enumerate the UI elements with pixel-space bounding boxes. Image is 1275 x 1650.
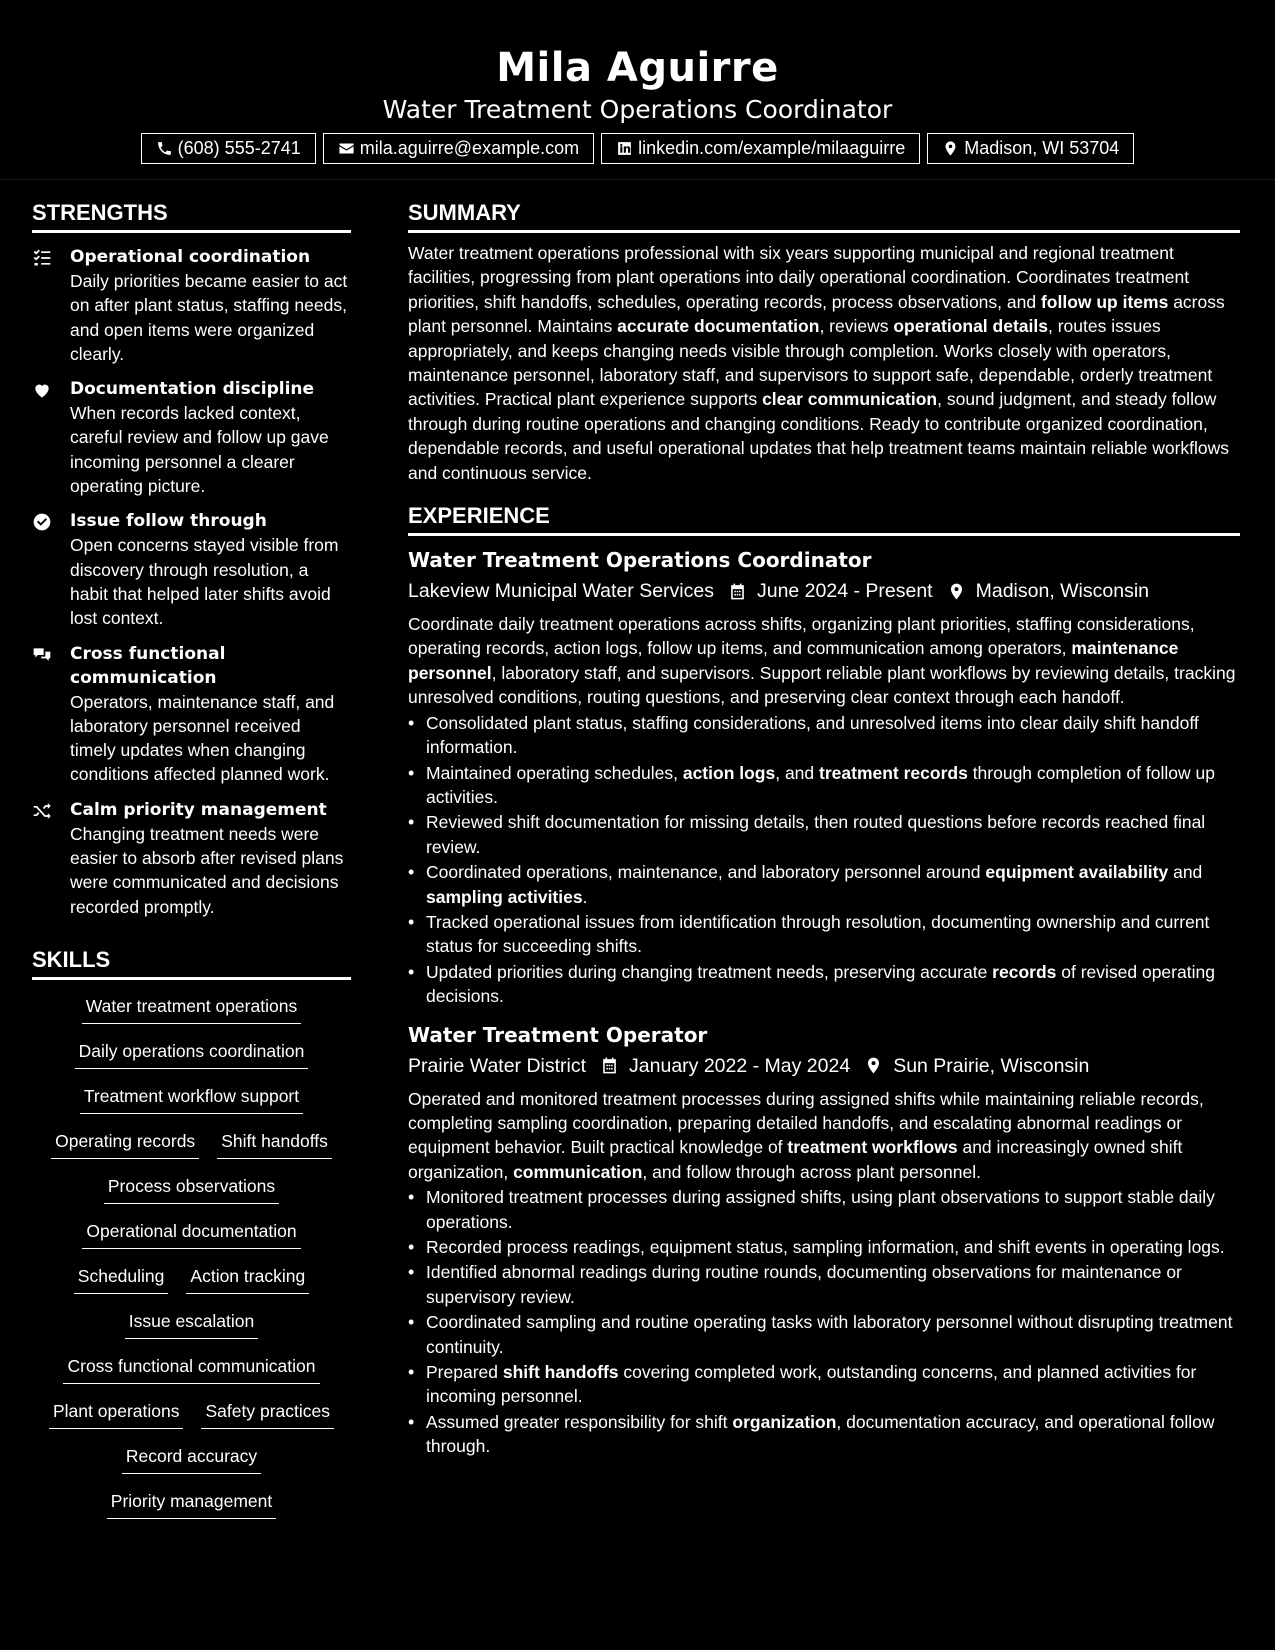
skill-tag: Operational documentation <box>82 1219 300 1249</box>
strength-item <box>32 377 351 498</box>
bold-phrase: follow up items <box>1040 291 1169 312</box>
job-dates: January 2022 - May 2024 <box>629 1054 851 1077</box>
strength-desc: Daily priorities became easier to act on after plant status, staffing needs, and open items were organized clearly. <box>70 271 348 364</box>
text-segment: Water treatment operations professional with six years supporting municipal and regional treatment facilities, progressing from plant operations into daily operational coordination. Coordinates treatment priorities, shift handoffs, schedules, operating records, process observations, and <box>408 243 1190 312</box>
text-segment: Consolidated plant status, staffing considerations, and unresolved items into clear daily shift handoff information. <box>426 712 1199 758</box>
job-bullet <box>408 1410 1240 1459</box>
skill-row <box>125 1309 259 1354</box>
text-segment: , sound judgment, and steady follow through during routine operations and changing conditions. Ready to contribute organized coordination, dependable records, and useful operational updates that help treatment teams maintain reliable workflows and continuous service. <box>408 389 1230 483</box>
text-segment: across plant personnel. Maintains <box>408 291 1225 337</box>
bold-phrase: operational details <box>893 316 1048 337</box>
strength-desc: When records lacked context, careful review and follow up gave incoming personnel a clearer operating picture. <box>70 403 329 497</box>
resume-header <box>0 0 1275 180</box>
job-meta <box>408 1051 1240 1081</box>
calendar-icon <box>728 582 747 601</box>
text-segment: and <box>1168 862 1203 883</box>
text-segment: Updated priorities during changing treatment needs, preserving accurate <box>426 961 993 982</box>
bold-phrase: communication <box>513 1161 643 1182</box>
contact-phone-text: (608) 555-2741 <box>177 138 301 158</box>
skill-row <box>122 1444 261 1489</box>
job-location: Madison, Wisconsin <box>975 580 1150 603</box>
skill-row <box>80 1084 303 1129</box>
skills-section <box>32 945 351 1534</box>
text-segment: Tracked operational issues from identification through resolution, documenting ownership and current status for succeeding shifts. <box>426 911 1210 957</box>
skill-tag: Operating records <box>51 1129 199 1159</box>
candidate-title: Water Treatment Operations Coordinator <box>382 95 893 124</box>
job-bullet <box>408 1235 1240 1259</box>
strength-desc: Changing treatment needs were easier to absorb after revised plans were communicated and decisions recorded promptly. <box>70 823 344 917</box>
job-entry <box>408 1021 1240 1459</box>
skill-tag: Plant operations <box>49 1399 183 1429</box>
bold-phrase: maintenance personnel <box>408 638 1179 683</box>
left-column <box>32 198 351 1534</box>
skill-tag: Treatment workflow support <box>80 1084 303 1114</box>
strength-title: Calm priority management <box>70 799 327 820</box>
contact-phone[interactable] <box>141 133 316 164</box>
text-segment: , laboratory staff, and supervisors. Support reliable plant workflows by reviewing details, tracking unresolved conditions, routing questions, and preserving clear context through each handoff. <box>408 662 1236 708</box>
strength-desc: Open concerns stayed visible from discovery through resolution, a habit that helped later shifts avoid lost context. <box>70 535 339 629</box>
text-segment: Assumed greater responsibility for shift <box>426 1411 733 1432</box>
right-column <box>408 198 1240 1460</box>
text-segment: Identified abnormal readings during routine rounds, documenting observations for maintenance or supervisory review. <box>426 1262 1182 1307</box>
contact-location[interactable] <box>927 133 1134 164</box>
chat-bubbles-icon <box>32 645 52 665</box>
location-pin-icon <box>864 1056 883 1075</box>
strength-title: Cross functional communication <box>70 643 226 688</box>
bold-phrase: equipment availability <box>985 862 1169 883</box>
skill-row <box>104 1174 279 1219</box>
text-segment: Recorded process readings, equipment status, sampling information, and shift events in operating logs. <box>426 1237 1225 1257</box>
check-circle-icon <box>32 512 52 532</box>
skill-tag: Safety practices <box>201 1399 334 1429</box>
strengths-heading: STRENGTHS <box>32 198 351 233</box>
contact-linkedin-text: linkedin.com/example/milaaguirre <box>638 138 906 158</box>
text-segment: , and follow through across plant personnel. <box>642 1161 981 1182</box>
contact-bar <box>0 133 1275 164</box>
text-segment: Reviewed shift documentation for missing details, then routed questions before records reached final review. <box>426 812 1206 857</box>
skills-list <box>32 994 351 1534</box>
job-bullets <box>408 711 1240 1009</box>
text-segment: Maintained operating schedules, <box>426 762 683 783</box>
text-segment: through completion of follow up activities. <box>426 762 1215 807</box>
job-description <box>408 612 1240 710</box>
job-bullet <box>408 1310 1240 1359</box>
calendar-icon <box>600 1056 619 1075</box>
strength-title: Issue follow through <box>70 511 267 532</box>
job-bullet <box>408 1360 1240 1409</box>
heart-icon <box>32 380 52 400</box>
bold-phrase: shift handoffs <box>502 1362 619 1383</box>
envelope-icon <box>338 140 355 157</box>
strength-desc: Operators, maintenance staff, and laboratory personnel received timely updates when changing conditions affected planned work. <box>70 691 335 785</box>
bold-phrase: records <box>992 961 1057 982</box>
job-bullet <box>408 711 1240 760</box>
bold-phrase: treatment workflows <box>787 1137 958 1158</box>
job-location: Sun Prairie, Wisconsin <box>893 1054 1090 1077</box>
skill-row <box>107 1489 276 1534</box>
text-segment: Coordinated operations, maintenance, and laboratory personnel around <box>426 862 986 883</box>
strength-item <box>32 245 351 366</box>
contact-location-text: Madison, WI 53704 <box>964 138 1120 158</box>
strength-item <box>32 798 351 919</box>
strength-item <box>32 642 351 787</box>
job-company: Prairie Water District <box>408 1054 587 1077</box>
text-segment: of revised operating decisions. <box>426 961 1215 1007</box>
experience-section <box>408 501 1240 1459</box>
contact-email[interactable] <box>323 133 594 164</box>
skill-row <box>63 1354 319 1399</box>
text-segment: . <box>582 886 588 907</box>
location-pin-icon <box>942 140 959 157</box>
skill-tag: Action tracking <box>186 1264 309 1294</box>
strength-title: Operational coordination <box>70 247 311 267</box>
bold-phrase: organization <box>732 1411 837 1432</box>
candidate-name: Mila Aguirre <box>496 45 779 91</box>
skill-tag: Process observations <box>104 1174 279 1204</box>
job-dates: June 2024 - Present <box>756 580 933 603</box>
job-bullet <box>408 960 1240 1009</box>
text-segment: and increasingly owned shift organization, <box>408 1137 1183 1182</box>
skill-row <box>49 1399 334 1444</box>
bold-phrase: sampling activities <box>426 886 583 907</box>
job-title: Water Treatment Operations Coordinator <box>408 548 872 573</box>
skill-row <box>82 994 301 1039</box>
job-description <box>408 1087 1240 1185</box>
text-segment: , reviews <box>819 316 894 337</box>
text-segment: Prepared <box>426 1362 503 1383</box>
strengths-list <box>32 245 351 919</box>
skill-row <box>74 1264 309 1309</box>
text-segment: Coordinate daily treatment operations across shifts, organizing plant priorities, staffing considerations, operating records, action logs, follow up items, and communication among operators, <box>408 614 1195 659</box>
shuffle-icon <box>32 801 52 821</box>
strength-title: Documentation discipline <box>70 379 315 400</box>
job-meta <box>408 576 1240 606</box>
skill-tag: Daily operations coordination <box>75 1039 309 1069</box>
text-segment: Coordinated sampling and routine operating tasks with laboratory personnel without disrupting treatment continuity. <box>426 1312 1233 1357</box>
job-bullet <box>408 860 1240 909</box>
skill-row <box>82 1219 300 1264</box>
skill-tag: Scheduling <box>74 1264 169 1294</box>
text-segment: Monitored treatment processes during assigned shifts, using plant observations to support stable daily operations. <box>426 1187 1215 1232</box>
job-bullet <box>408 1260 1240 1309</box>
job-bullet <box>408 1185 1240 1234</box>
job-company: Lakeview Municipal Water Services <box>408 580 714 603</box>
job-bullet <box>408 810 1240 859</box>
job-bullet <box>408 761 1240 810</box>
skill-tag: Record accuracy <box>122 1444 261 1474</box>
phone-icon <box>156 140 173 157</box>
text-segment: covering completed work, outstanding concerns, and planned activities for incoming personnel. <box>426 1362 1197 1407</box>
skill-tag: Cross functional communication <box>63 1354 319 1384</box>
skill-tag: Shift handoffs <box>217 1129 332 1159</box>
text-segment: , documentation accuracy, and operational follow through. <box>426 1411 1215 1457</box>
text-segment: , and <box>775 762 820 783</box>
location-pin-icon <box>947 582 966 601</box>
contact-linkedin[interactable] <box>601 133 920 164</box>
skill-row <box>75 1039 309 1084</box>
job-bullet <box>408 910 1240 959</box>
job-entry <box>408 546 1240 1009</box>
skill-tag: Issue escalation <box>125 1309 259 1339</box>
bold-phrase: treatment records <box>819 762 968 783</box>
skill-tag: Water treatment operations <box>82 994 301 1024</box>
linkedin-icon <box>616 140 633 157</box>
text-segment: , routes issues appropriately, and keeps changing needs visible through completion. Works closely with operators, maintenance personnel, laboratory staff, and supervisors to support safe, dependable, orderly treatment activities. Practical plant experience supports <box>408 316 1213 410</box>
experience-heading: EXPERIENCE <box>408 501 1240 536</box>
summary-heading: SUMMARY <box>408 198 1240 233</box>
bold-phrase: accurate documentation <box>617 316 820 337</box>
summary-text <box>408 241 1240 485</box>
list-check-icon <box>32 248 52 268</box>
job-title: Water Treatment Operator <box>408 1022 708 1047</box>
skill-row <box>51 1129 332 1174</box>
contact-email-text: mila.aguirre@example.com <box>359 138 580 158</box>
bold-phrase: clear communication <box>762 389 938 410</box>
text-segment: Operated and monitored treatment processes during assigned shifts while maintaining reliable records, completing sampling coordination, preparing detailed handoffs, and escalating abnormal readings or equipment behavior. Built practical knowledge of <box>408 1088 1204 1158</box>
job-bullets <box>408 1185 1240 1458</box>
strength-item <box>32 509 351 630</box>
skill-tag: Priority management <box>107 1489 276 1519</box>
bold-phrase: action logs <box>682 762 776 783</box>
skills-heading: SKILLS <box>32 945 351 980</box>
